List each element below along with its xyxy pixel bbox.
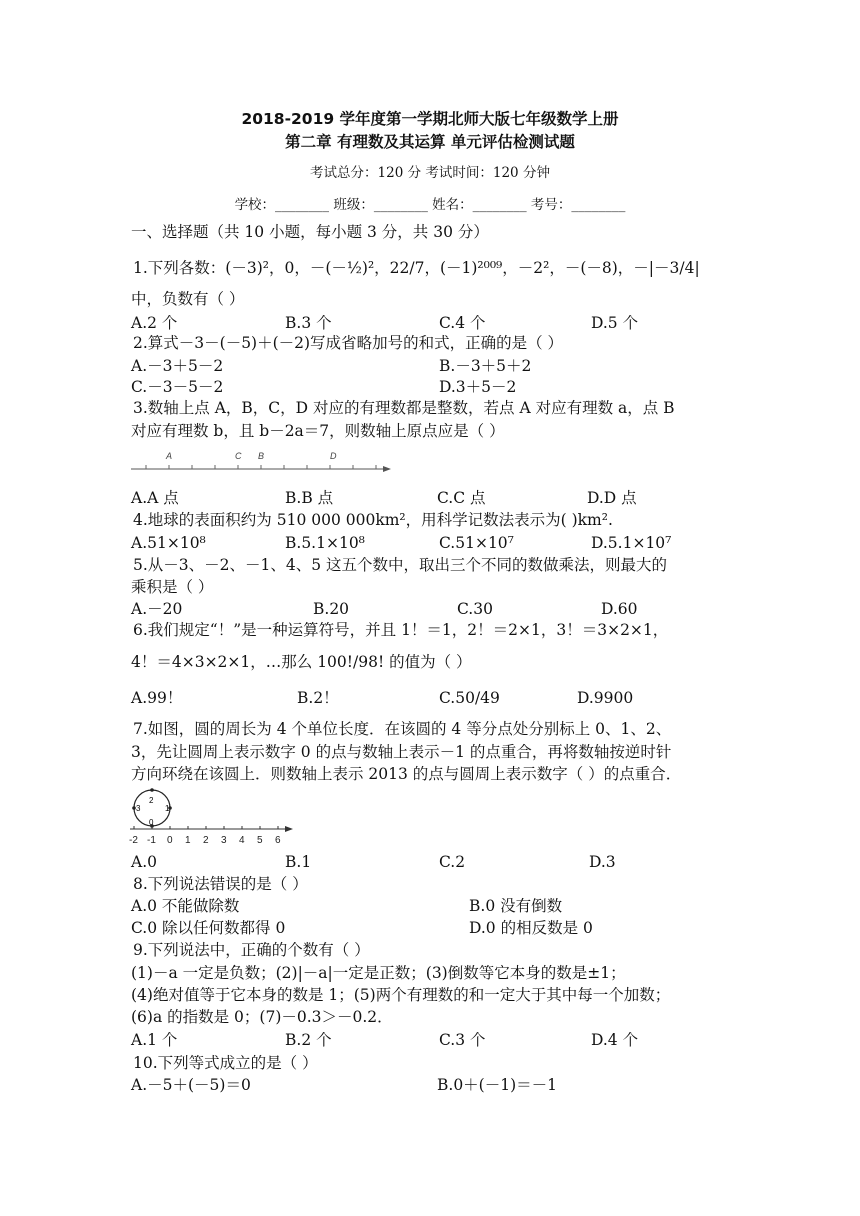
q7-stem: 7.如图，圆的周长为 4 个单位长度．在该圆的 4 等分点处分别标上 0、1、2、 [133, 720, 672, 738]
axis-arrow-icon [285, 826, 293, 832]
q7-option-b: B.1 [285, 853, 312, 871]
axis-arrow-icon [383, 466, 391, 472]
q5-option-a: A.－20 [131, 600, 183, 618]
q2-option-a: A.－3＋5－2 [131, 357, 224, 375]
q4-option-b: B.5.1×10⁸ [285, 534, 365, 552]
point-label-c: C [235, 451, 242, 461]
q2-option-c: C.－3－5－2 [131, 378, 224, 396]
q6-option-b: B.2！ [297, 689, 339, 707]
q5-option-b: B.20 [313, 600, 350, 618]
q6-stem-2: 4！＝4×3×2×1，…那么 100!/98! 的值为（ ） [131, 653, 472, 671]
q5-option-c: C.30 [457, 600, 493, 618]
section-heading: 一、选择题（共 10 小题，每小题 3 分，共 30 分） [131, 223, 489, 241]
q10-option-b: B.0＋(－1)＝－1 [437, 1076, 557, 1094]
exam-info: 考试总分：120 分 考试时间：120 分钟 [310, 165, 550, 181]
circle-label-1: 1 [165, 804, 170, 813]
q9-option-d: D.4 个 [591, 1031, 639, 1049]
title-line-2: 第二章 有理数及其运算 单元评估检测试题 [285, 133, 575, 151]
q8-option-c: C.0 除以任何数都得 0 [131, 919, 286, 937]
q3-stem-2: 对应有理数 b，且 b－2a＝7，则数轴上原点应是（ ） [131, 422, 505, 440]
svg-text:3: 3 [221, 835, 227, 846]
q7-option-d: D.3 [589, 853, 616, 871]
q3-option-a: A.A 点 [131, 489, 179, 507]
circle-point-2 [150, 788, 154, 792]
q5-stem-2: 乘积是（ ） [131, 578, 214, 596]
q3-option-b: B.B 点 [285, 489, 334, 507]
q3-number-line-figure [129, 446, 395, 476]
q7-stem-3: 方向环绕在该圆上．则数轴上表示 2013 的点与圆周上表示数字（ ）的点重合． [131, 765, 682, 783]
q4-option-c: C.51×10⁷ [439, 534, 514, 552]
q7-circle-number-line-figure [127, 788, 297, 848]
q1-stem: 1.下列各数：(－3)²，0，－(－½)²，22/7，(－1)²⁰⁰⁹，－2²，－(－8)，－|－3/4| [133, 259, 700, 277]
q1-option-a: A.2 个 [131, 314, 178, 332]
q9-option-a: A.1 个 [131, 1031, 178, 1049]
q4-option-d: D.5.1×10⁷ [591, 534, 672, 552]
svg-text:-1: -1 [147, 835, 156, 846]
q3-option-c: C.C 点 [437, 489, 486, 507]
point-label-a: A [166, 451, 173, 461]
q1-option-c: C.4 个 [439, 314, 486, 332]
q9-stem: 9.下列说法中，正确的个数有（ ） [133, 941, 370, 959]
q1-stem-2: 中，负数有（ ） [131, 290, 245, 308]
q1-option-d: D.5 个 [591, 314, 639, 332]
circle-label-0: 0 [149, 818, 154, 827]
q2-option-d: D.3＋5－2 [439, 378, 517, 396]
q9-statement-1: (1)－a 一定是负数；(2)|－a|一定是正数；(3)倒数等它本身的数是±1； [131, 964, 626, 982]
q7-stem-2: 3，先让圆周上表示数字 0 的点与数轴上表示－1 的点重合，再将数轴按逆时针 [131, 743, 672, 761]
circle-label-3: 3 [136, 804, 141, 813]
q8-option-a: A.0 不能做除数 [131, 897, 240, 915]
q3-option-d: D.D 点 [587, 489, 637, 507]
q6-option-c: C.50/49 [439, 689, 500, 707]
circle-label-2: 2 [149, 796, 154, 805]
q7-option-a: A.0 [131, 853, 157, 871]
q2-stem: 2.算式－3－(－5)＋(－2)写成省略加号的和式，正确的是（ ） [133, 334, 563, 352]
svg-text:4: 4 [239, 835, 245, 846]
q6-option-d: D.9900 [577, 689, 634, 707]
svg-text:1: 1 [185, 835, 191, 846]
title-line-1: 2018-2019 学年度第一学期北师大版七年级数学上册 [241, 110, 619, 128]
q8-stem: 8.下列说法错误的是（ ） [133, 875, 308, 893]
student-info: 学校：________ 班级：________ 姓名：________ 考号：________ [234, 197, 626, 213]
q9-statement-3: (6)a 的指数是 0；(7)－0.3＞－0.2． [131, 1008, 393, 1026]
svg-text:6: 6 [275, 835, 281, 846]
q9-statement-2: (4)绝对值等于它本身的数是 1；(5)两个有理数的和一定大于其中每一个加数； [131, 986, 671, 1004]
q4-stem: 4.地球的表面积约为 510 000 000km²，用科学记数法表示为( )km². [133, 511, 613, 529]
q9-option-b: B.2 个 [285, 1031, 332, 1049]
axis-ticks [146, 465, 376, 469]
q3-stem: 3.数轴上点 A，B，C，D 对应的有理数都是整数，若点 A 对应有理数 a，点 B [133, 399, 675, 417]
q4-option-a: A.51×10⁸ [131, 534, 206, 552]
q5-option-d: D.60 [601, 600, 638, 618]
svg-text:2: 2 [203, 835, 209, 846]
svg-text:5: 5 [257, 835, 263, 846]
q6-stem: 6.我们规定“！”是一种运算符号，并且 1！＝1，2！＝2×1，3！＝3×2×1， [133, 621, 669, 639]
point-label-b: B [258, 451, 265, 461]
q6-option-a: A.99！ [131, 689, 183, 707]
q7-option-c: C.2 [439, 853, 466, 871]
svg-text:0: 0 [167, 835, 173, 846]
point-label-d: D [330, 451, 337, 461]
q9-option-c: C.3 个 [439, 1031, 486, 1049]
q8-option-b: B.0 没有倒数 [469, 897, 563, 915]
q1-option-b: B.3 个 [285, 314, 332, 332]
q8-option-d: D.0 的相反数是 0 [469, 919, 593, 937]
q2-option-b: B.－3＋5＋2 [439, 357, 532, 375]
q10-stem: 10.下列等式成立的是（ ） [133, 1054, 318, 1072]
axis-tick-labels [129, 835, 281, 846]
svg-text:-2: -2 [129, 835, 138, 846]
q5-stem: 5.从－3、－2、－1、4、5 这五个数中，取出三个不同的数做乘法，则最大的 [133, 556, 668, 574]
q10-option-a: A.－5＋(－5)＝0 [131, 1076, 251, 1094]
